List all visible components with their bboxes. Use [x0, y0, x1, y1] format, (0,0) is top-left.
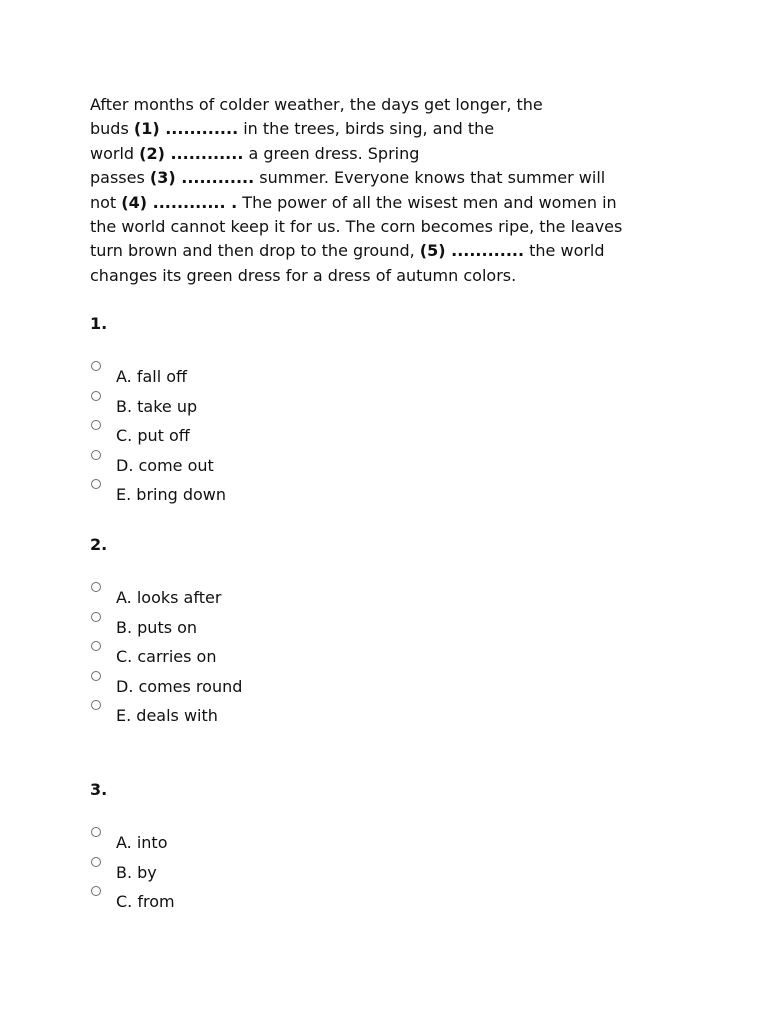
radio-button[interactable]	[91, 391, 101, 401]
question-number: 2.	[90, 535, 108, 554]
passage-line	[90, 117, 670, 141]
passage-text: a green dress. Spring	[243, 143, 420, 163]
question-number: 3.	[90, 780, 108, 799]
blank-2-marker: (2) ............	[139, 143, 244, 163]
radio-button[interactable]	[91, 886, 101, 896]
passage-line	[90, 93, 670, 117]
passage-text: buds	[90, 119, 134, 139]
option-label: B. take up	[116, 396, 198, 416]
option-label: B. puts on	[116, 617, 198, 637]
option-label: C. put off	[116, 426, 190, 445]
passage-text: summer. Everyone knows that summer will	[254, 168, 606, 188]
radio-button[interactable]	[91, 612, 101, 622]
option-label: E. deals with	[116, 706, 218, 725]
passage-text: passes	[90, 168, 150, 188]
radio-button[interactable]	[91, 671, 101, 681]
radio-button[interactable]	[91, 641, 101, 651]
passage-line	[90, 215, 670, 239]
option-label: A. fall off	[116, 367, 188, 386]
radio-button[interactable]	[91, 582, 101, 592]
question-number: 1.	[90, 314, 108, 333]
option-label: C. carries on	[116, 647, 217, 666]
option-label: A. into	[116, 833, 168, 852]
passage-text: The power of all the wisest men and women in	[237, 192, 617, 212]
radio-button[interactable]	[91, 479, 101, 489]
passage-line	[90, 142, 670, 166]
radio-button[interactable]	[91, 700, 101, 710]
passage-text: changes its green dress for a dress of autumn colors.	[90, 265, 517, 285]
blank-1-marker: (1) ............	[133, 119, 239, 139]
radio-button[interactable]	[91, 827, 101, 837]
passage-text: After months of colder weather, the days get longer, the	[90, 95, 543, 114]
option-label: B. by	[116, 862, 157, 882]
radio-button[interactable]	[91, 450, 101, 460]
passage-text: the world	[524, 241, 605, 261]
radio-button[interactable]	[91, 361, 101, 371]
blank-5-marker: (5) ............	[419, 241, 525, 261]
passage-text: the world cannot keep it for us. The corn becomes ripe, the leaves	[90, 217, 623, 237]
radio-button[interactable]	[91, 420, 101, 430]
question-3	[90, 779, 175, 911]
passage-line	[90, 191, 670, 215]
blank-3-marker: (3) ............	[149, 168, 255, 188]
passage-line	[90, 166, 670, 190]
blank-4-marker: (4) ............ .	[121, 192, 238, 212]
option-label: A. looks after	[116, 588, 222, 607]
passage-text: world	[90, 143, 140, 163]
radio-button[interactable]	[91, 857, 101, 867]
option-label: E. bring down	[116, 485, 227, 504]
option-label: D. come out	[116, 455, 214, 475]
question-1	[90, 313, 227, 504]
passage-line	[90, 264, 670, 288]
question-2	[90, 534, 243, 725]
reading-passage	[90, 93, 670, 288]
passage-text: not	[90, 192, 122, 212]
option-label: C. from	[116, 892, 175, 911]
passage-line	[90, 239, 670, 263]
passage-text: in the trees, birds sing, and the	[238, 119, 495, 139]
passage-text: turn brown and then drop to the ground,	[90, 241, 420, 261]
option-label: D. comes round	[116, 676, 243, 696]
